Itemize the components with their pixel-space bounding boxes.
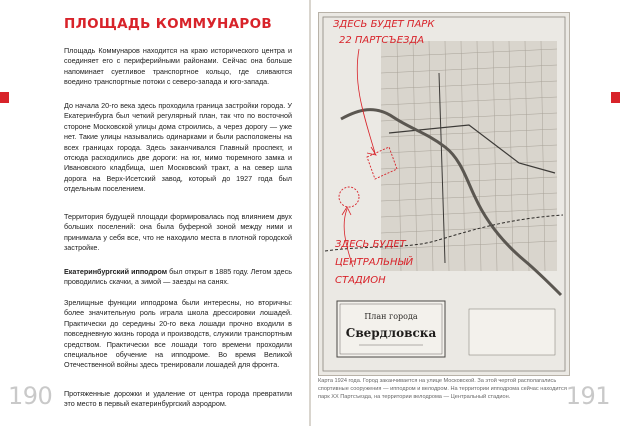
hippodrome-term: Екатеринбургский ипподром — [64, 267, 168, 276]
left-page — [0, 0, 309, 426]
page-title: ПЛОЩАДЬ КОММУНАРОВ — [64, 16, 272, 32]
page-number-left: 190 — [8, 382, 53, 410]
paragraph-airfield: Протяженные дорожки и удаление от центра города превратили это место в первый екатеринбургский аэродром. — [64, 389, 292, 409]
note-stadium-line-3: СТАДИОН — [335, 275, 386, 286]
paragraph-intro: Площадь Коммунаров находится на краю исторического центра и соединяет его с периферийными районами. Сейчас она больше напоминает суетливое транспортное кольцо, где сливаются воедино транспортные потоки с северо-запада и юго-запада. — [64, 46, 292, 87]
map-caption: Карта 1924 года. Город заканчивается на улице Московской. За этой чертой располагались спортивные сооружения — ипподром и велодром. На территории ипподрома сейчас находится парк XX Партсъезда, на территории велодрома — Центральный стадион. — [318, 378, 567, 400]
map-street-grid — [381, 41, 557, 271]
note-park-line-2: 22 ПАРТСЪЕЗДА — [339, 35, 425, 46]
cartouche-city: Свердловска — [345, 326, 437, 340]
note-stadium-line-2: ЦЕНТРАЛЬНЫЙ — [335, 257, 414, 268]
map-drawing — [319, 13, 569, 375]
paragraph-territory: Территория будущей площади формировалась под влиянием двух больших поселений: она была буферной зоной между ними и принимала у себя все, что не находило места в плотной городской застройке. — [64, 212, 292, 253]
edge-marker-right — [611, 92, 620, 103]
note-stadium-line-1: ЗДЕСЬ БУДЕТ — [335, 239, 406, 250]
map-legend — [469, 309, 555, 355]
paragraph-history: До начала 20-го века здесь проходила граница застройки города. У Екатеринбурга был четкий регулярный план, так что по восточной стороне Московской улицы дома строились, а через дорогу — уже нет. Такие улицы назывались одинарками и были расположены на всех границах города. Здесь заканчивался Главный проспект, и отсюда расходились две дороги: на юг, мимо тюремного замка и Ивановского кладбища, шел Московский тракт, а на север шла дорога на Верх-Исетский завод, который до 1927 года был отдельным поселением. — [64, 101, 292, 194]
note-park-line-1: ЗДЕСЬ БУДЕТ ПАРК — [333, 19, 435, 30]
page-number-right: 191 — [565, 382, 610, 410]
edge-marker-left — [0, 92, 9, 103]
paragraph-horse-school: Зрелищные функции ипподрома были интересны, но вторичны: более значительную роль играла школа дрессировки лошадей. Практически до середины 20-го века лошади прочно входили в повседневную жизнь города и производств, служили транспортным средством. Практически все лошади того времени проходили специальное обучение на ипподроме. Во время Великой Отечественной войны здесь тренировали лошадей для фронта. — [64, 298, 292, 370]
hippodrome-text: был открыт в 1885 году. Летом здесь проводились скачки, а зимой — заезды на санях. — [64, 267, 292, 287]
historic-city-map — [318, 12, 570, 376]
paragraph-hippodrome — [64, 267, 292, 288]
map-cartouche — [337, 301, 445, 357]
cartouche-title: План города — [364, 312, 418, 321]
